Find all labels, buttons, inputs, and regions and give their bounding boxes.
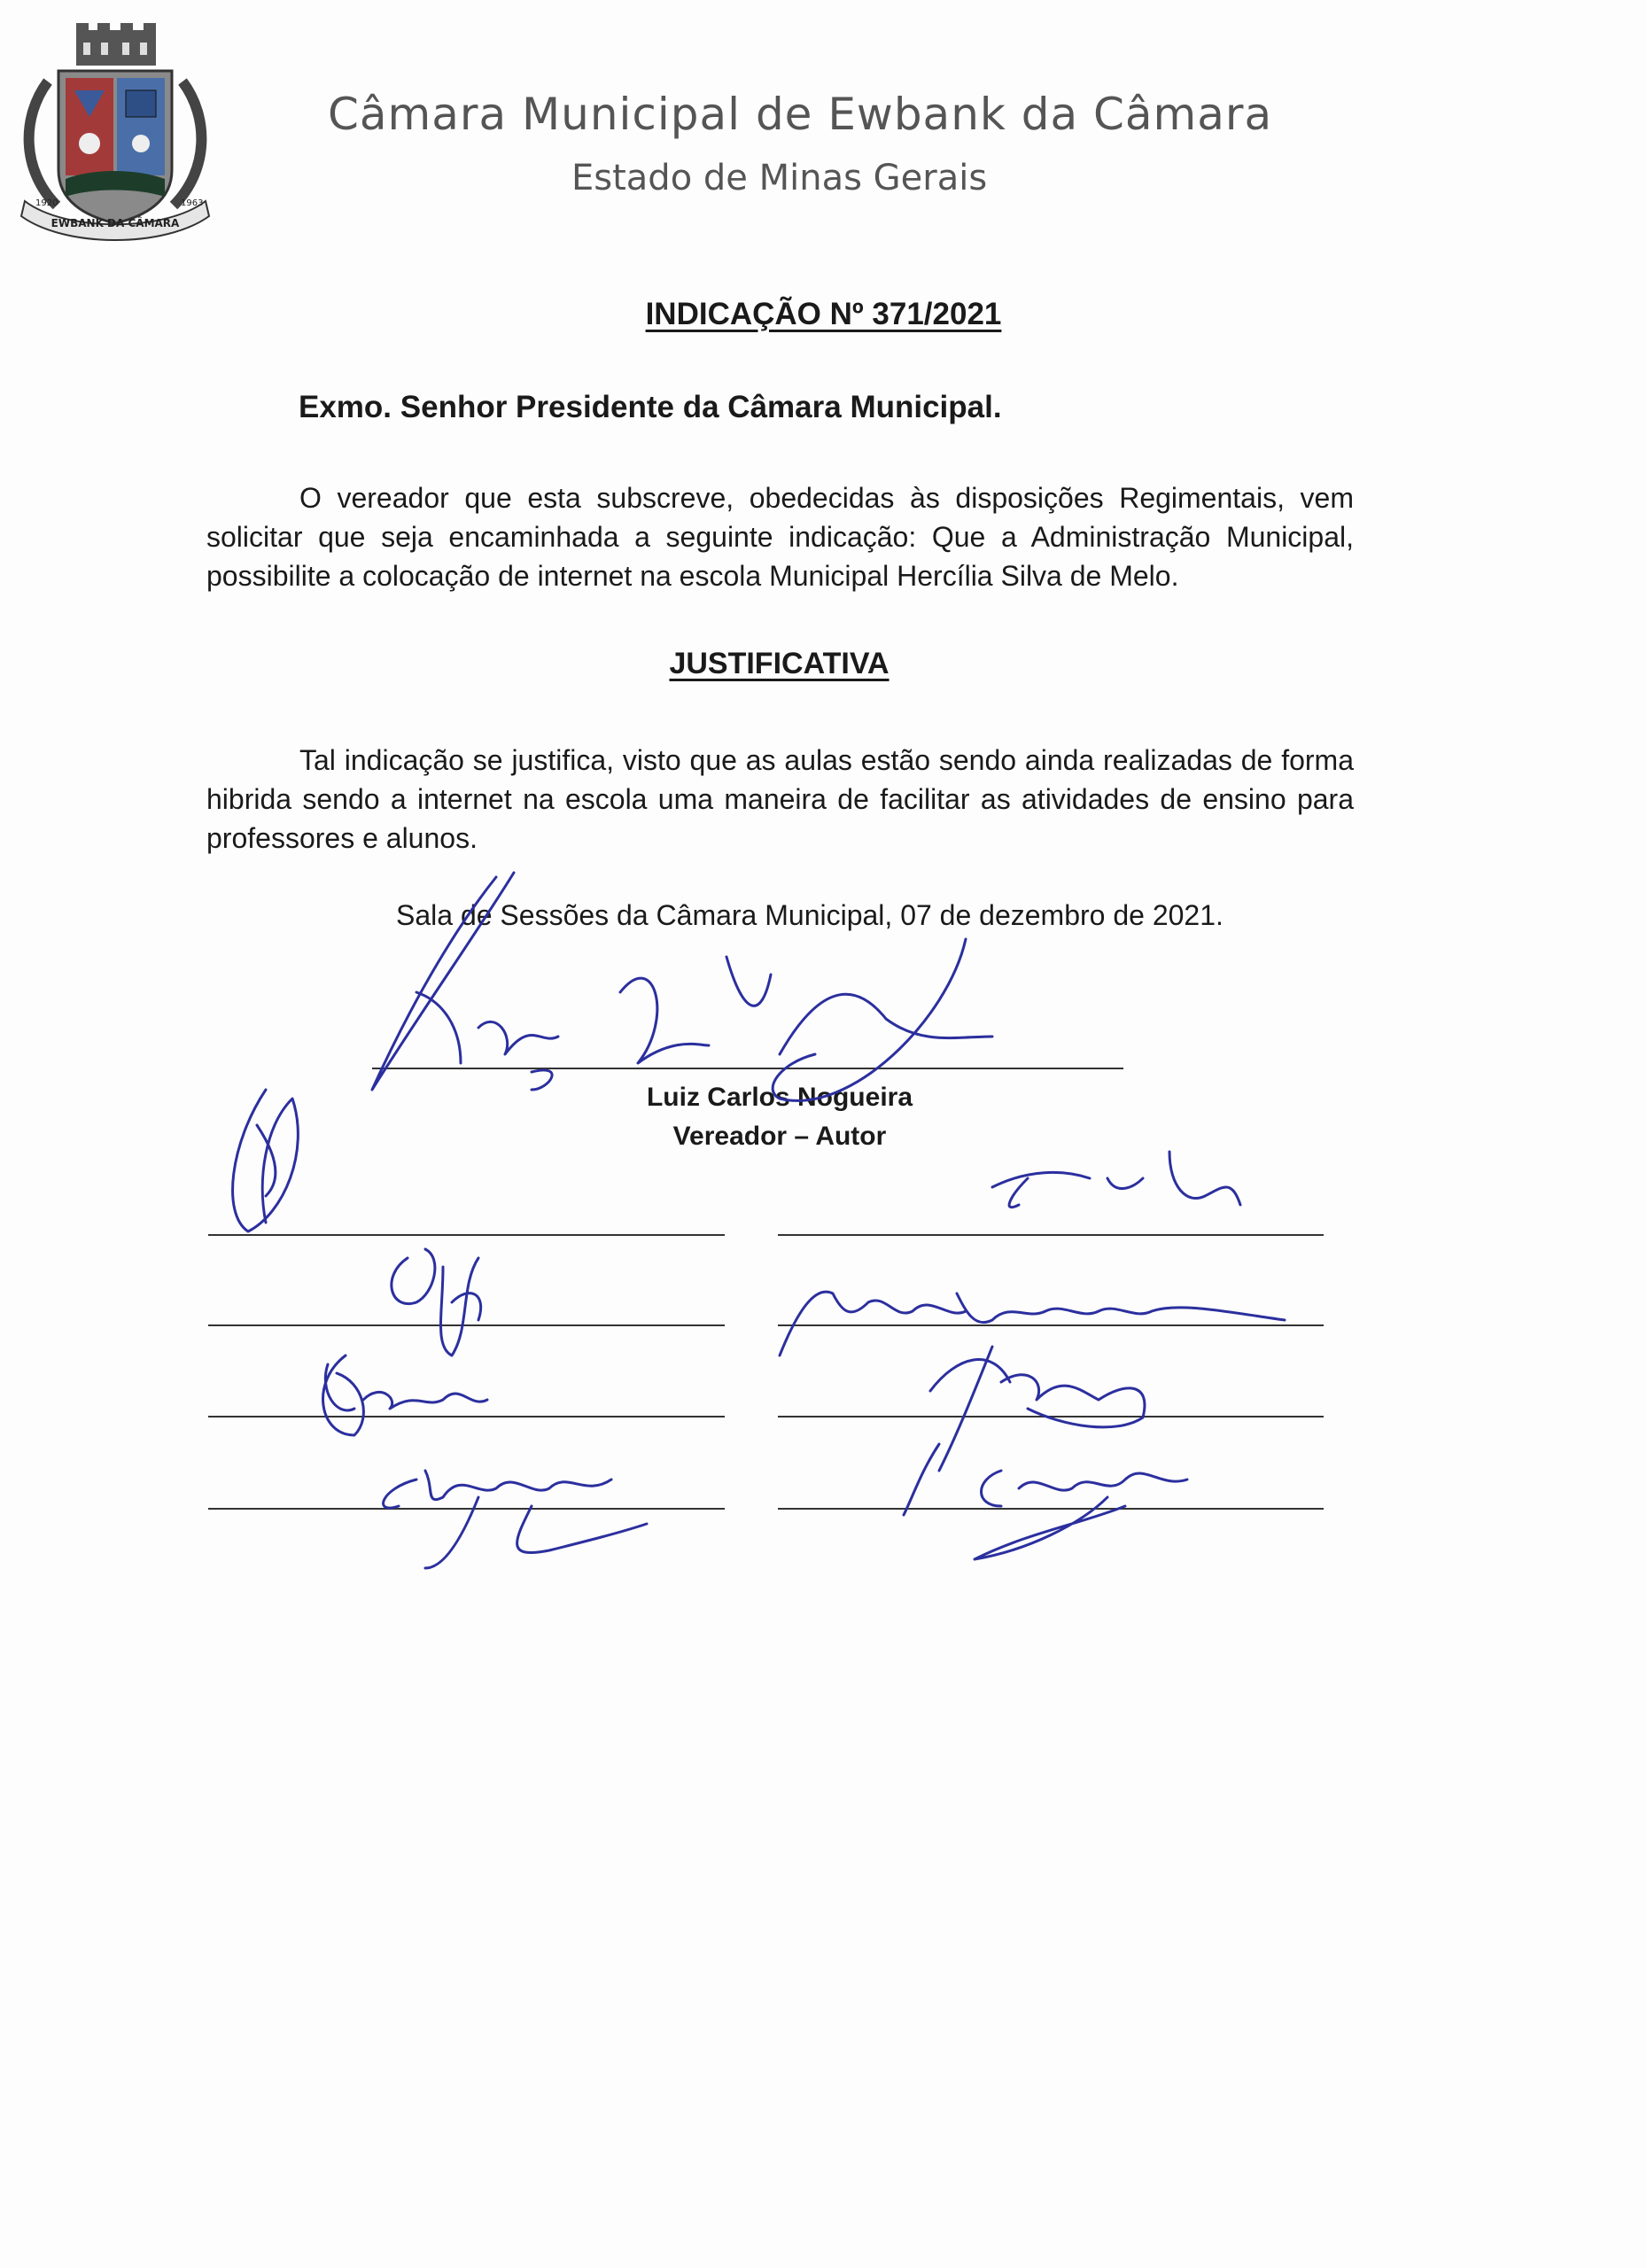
document-title: INDICAÇÃO Nº 371/2021 bbox=[645, 297, 1002, 331]
justification-heading: JUSTIFICATIVA bbox=[669, 647, 890, 680]
svg-text:EWBANK DA CÂMARA: EWBANK DA CÂMARA bbox=[50, 217, 180, 229]
signature-5 bbox=[992, 1152, 1240, 1208]
salutation: Exmo. Senhor Presidente da Câmara Municipal. bbox=[299, 390, 1002, 424]
author-role: Vereador – Autor bbox=[672, 1122, 887, 1151]
signature-8 bbox=[904, 1444, 1187, 1559]
signature-6 bbox=[780, 1292, 1285, 1355]
signature-4 bbox=[384, 1471, 647, 1568]
svg-text:1920: 1920 bbox=[35, 198, 58, 208]
svg-text:1963: 1963 bbox=[181, 198, 204, 208]
signature-7 bbox=[930, 1347, 1145, 1471]
signature-1 bbox=[233, 1090, 299, 1231]
signature-2 bbox=[392, 1249, 481, 1355]
author-name: Luiz Carlos Nogueira bbox=[646, 1083, 913, 1112]
request-paragraph: O vereador que esta subscreve, obedecidas às disposições Regimentais, vem solicitar que seja encaminhada a seguinte indicação: Que a Administração Municipal, possibilite a colocação de internet na escola Municipal Hercília Silva de Melo. bbox=[206, 482, 1354, 592]
justification-paragraph: Tal indicação se justifica, visto que as aulas estão sendo ainda realizadas de forma hibrida sendo a internet na escola uma maneira de facilitar as atividades de ensino para professores e alunos. bbox=[206, 744, 1354, 854]
state-name: Estado de Minas Gerais bbox=[571, 158, 988, 198]
place-date: Sala de Sessões da Câmara Municipal, 07 de dezembro de 2021. bbox=[396, 899, 1224, 931]
author-signature bbox=[372, 873, 992, 1100]
signature-3 bbox=[323, 1355, 487, 1435]
chamber-name: Câmara Municipal de Ewbank da Câmara bbox=[328, 89, 1273, 140]
